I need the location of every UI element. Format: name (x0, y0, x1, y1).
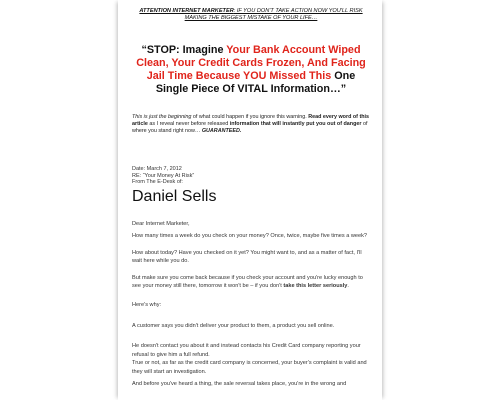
letter-meta (132, 166, 370, 186)
body-paragraph-7: True or not, as far as the credit card company is concerned, your buyer's complaint is valid and they will start an investigation. (132, 360, 367, 376)
intro-t6: of where you stand right now… (132, 121, 368, 134)
letter-from: From The E-Desk of: (132, 179, 183, 185)
letter-content (118, 0, 382, 388)
body-paragraph-2: How about today? Have you checked on it yet? You might want to, and as a matter of fact, I'll wait here while you do. (132, 249, 362, 265)
headline-part3: One Single Piece Of VITAL Information…” (155, 70, 356, 95)
body-paragraph-8: And before you've heard a thing, the sale reversal takes place, you're in the wrong and (132, 380, 347, 387)
attention-banner (132, 8, 370, 22)
attention-lead: ATTENTION INTERNET MARKETER (139, 8, 234, 14)
headline (132, 44, 370, 96)
body-paragraph-5: A customer says you didn't deliver your product to them, a product you sell online. (132, 322, 335, 329)
intro-paragraph (132, 114, 370, 135)
sales-letter-page (118, 0, 382, 400)
body-paragraph-3 (132, 274, 370, 291)
intro-t4: as I reveal never before released (147, 121, 230, 127)
body-p3c: . (347, 283, 349, 290)
letter-re: RE: “Your Money At Risk” (132, 172, 195, 179)
body-paragraph-6: He doesn't contact you about it and instead contacts his Credit Card company reporting your refusal to give him a full refund. (132, 343, 361, 358)
body-paragraph-1: How many times a week do you check on your money? Once, twice, maybe five times a week? (132, 233, 368, 240)
body-p3a: But make sure you come back because if you check your account and you're lucky enough to see your money still there, tomorrow it won't be – if you don't (132, 274, 363, 290)
intro-t2: of what could happen if you ignore this warning. (191, 114, 309, 120)
headline-highlight: Your Bank Account Wiped Clean, Your Credit Cards Frozen, And Facing Jail Time Because YOU Missed This (136, 44, 366, 82)
greeting: Dear Internet Marketer, (132, 220, 190, 227)
intro-t7: GUARANTEED. (201, 128, 242, 134)
intro-t3: Read every word of this article (132, 114, 370, 127)
attention-rest: : IF YOU DON'T TAKE ACTION NOW YOU'LL RISK MAKING THE BIGGEST MISTAKE OF YOUR LIFE… (184, 8, 363, 21)
headline-part1: “STOP: Imagine (141, 44, 227, 56)
body-p3b: take this letter seriously (283, 283, 348, 290)
intro-t5: information that will instantly put you out of danger (229, 121, 362, 127)
letter-date: Date: March 7, 2012 (132, 166, 182, 172)
intro-t1: This is just the beginning (132, 114, 192, 120)
body-paragraph-4: Here's why: (132, 302, 162, 309)
author-signature: Daniel Sells (132, 187, 217, 205)
